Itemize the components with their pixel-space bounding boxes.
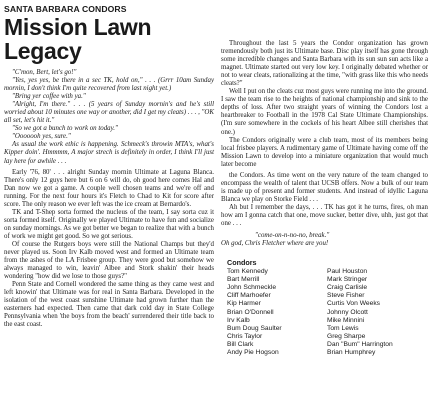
- right-body-text: [221, 40, 428, 228]
- roster-heading: Condors: [227, 258, 257, 268]
- left-paragraph: TK and T-Shep sorta formed the nucleus of the team, I say sorta cuz it sorta formed itself. Originally we played Ultimate to have fun and socialize on sunday mornings. As we got better we began to realize that with a bunch of work we might get good. So we got serious.: [4, 208, 214, 240]
- roster-list: [227, 268, 428, 357]
- roster-player: John Schmeckle: [227, 284, 277, 292]
- roster-player: Cliff Marhoefer: [227, 292, 271, 300]
- article-headline: [4, 15, 214, 63]
- right-paragraph: Ah but I remember the days, . . . TK has got it he turns, fires, oh man how am I gonna catch that one, move sucker, better dive, uhh, just got that one . . .: [221, 203, 428, 228]
- roster-player: Dan "Bum" Harrington: [327, 340, 393, 348]
- roster-player: Mark Stringer: [327, 276, 368, 284]
- roster-column-1: [227, 268, 327, 357]
- right-paragraph: The Condors originally were a club team, most of its members being local frisbee players. A rudimentary game of Ultimate having come off the Mission Lawn to develop into a miniature organization that would much later become: [221, 136, 428, 168]
- article-kicker: SANTA BARBARA CONDORS: [4, 4, 127, 14]
- right-paragraph: Throughout the last 5 years the Condor organization has grown tremendously both just its Ultimate base. Disc play itself has gone through some incredible changes and Santa Barbara with its sun sun sun acts like a magnet. Ultimate started out very low key. I originally debated whether or not to wear cleats, rationalizing at the time, "with grass like this who needs cleats?": [221, 40, 428, 88]
- headline-line-2: Legacy: [4, 38, 82, 64]
- roster-player: Irv Kalb: [227, 316, 250, 324]
- roster-player: Johnny Olcott: [327, 308, 368, 316]
- left-paragraph: "So we got a bunch to work on today.": [12, 125, 118, 133]
- closing-quote-line-1: "come-on-n-no-no, break.": [255, 232, 330, 240]
- left-paragraph: Penn State and Cornell wondered the same thing as they came west and left knowin' that Ultimate was for real in Santa Barbara. Developed in the isolation of the west coast sunshine Ultimate had grown further than the easterners had expected. Then came that dark cold day in State College Pennsylvania when 'the boys from the beach' surrendered their title back to the east coast.: [4, 281, 214, 329]
- roster-player: Greg Sharpe: [327, 332, 366, 340]
- roster-player: Tom Lewis: [327, 324, 359, 332]
- left-paragraph: "Ooooooh yes, sure.": [12, 133, 71, 141]
- roster-player: Tom Kennedy: [227, 268, 268, 276]
- roster-player: Steve Fisher: [327, 292, 365, 300]
- roster-player: Bum Doug Saulter: [227, 324, 282, 332]
- right-column: [221, 40, 428, 357]
- roster-player: Bill Clark: [227, 340, 254, 348]
- roster-player: Brian O'Donnell: [227, 308, 274, 316]
- roster-player: Curtis Von Weeks: [327, 300, 381, 308]
- roster-player: Paul Houston: [327, 268, 368, 276]
- left-paragraph: "Bring yer coffee with ya.": [12, 93, 86, 101]
- left-paragraph: Early '76, 80' . . . alright Sunday mornin Ultimate at Laguna Blanca. There's only 12 guys here but 6 on 6 will do, oh good here comes Hal and Dan now we got a game. A couple well chosen teams and we're off and running. For the next four hours it's Fletch to Chad to Kit for score after score. The only reason we ever left was the ice cream at Bernardo's.: [4, 168, 214, 208]
- roster-player: Chris Taylor: [227, 332, 263, 340]
- roster-player: Brian Humphrey: [327, 348, 376, 356]
- left-paragraph: "Yes, yes yes, be there in a sec TK, hold on," . . . (Grrr 10am Sunday mornin, I don't think I'm quite recovered from last night yet.): [4, 77, 214, 93]
- roster-player: Mike Minnini: [327, 316, 365, 324]
- roster-player: Kip Harmer: [227, 300, 261, 308]
- left-paragraph: As usual the work ethic is happening. Schmeck's throwin MTA's, what's Kipper doin'. Hmmmm, A major strech is definitely in order, I think I'll just lay here for awhile . . .: [4, 141, 214, 165]
- roster-player: Bart Merrill: [227, 276, 260, 284]
- right-paragraph: the Condors. As time went on the very nature of the team changed to encompass the wealth of talent that UCSB offers. Now a bulk of our team is made up of present and former students. And instead of idyllic Laguna Blanca we play on Storke Field . . .: [221, 171, 428, 203]
- closing-quote: [221, 232, 428, 248]
- left-paragraph: "C'mon, Bert, let's go!": [12, 69, 77, 76]
- left-paragraph: "Alright, I'm there." . . . (5 years of Sunday mornin's and he's still worried about 10 minutes one way or another, did I get my cleats) . . . , "OK all set, let's hit it.": [4, 101, 214, 125]
- left-paragraph: Of course the Rutgers boys were still the National Champs but they'd never played us. Soon Irv Kalb moved west and formed an Ultimate team from the ashes of the LA Frisbee group. They were good but somehow we always managed to win, leavin' Albee and Stork shakin' their heads wondering "how did we lose to those guys?": [4, 240, 214, 281]
- left-column: [4, 4, 214, 330]
- roster-column-2: [327, 268, 427, 357]
- left-body-text: [4, 69, 214, 330]
- right-paragraph: Well I put on the cleats cuz most guys were running me into the ground. I saw the team rise to the heights of national championship and sink to the depths of loss. After two straight years of winning the Condors lost a heartbreaker to Football in the 1978 Cal State Ultimate Championships. (I'm sure somewhere in the cockels of his heart Albee still cherishes that one.): [221, 88, 428, 136]
- roster-player: Craig Carlisle: [327, 284, 368, 292]
- closing-quote-line-2: Oh god, Chris Fletcher where are you!: [221, 240, 329, 248]
- roster-player: Andy Pie Hogson: [227, 348, 279, 356]
- headline-line-1: Mission Lawn: [4, 14, 152, 40]
